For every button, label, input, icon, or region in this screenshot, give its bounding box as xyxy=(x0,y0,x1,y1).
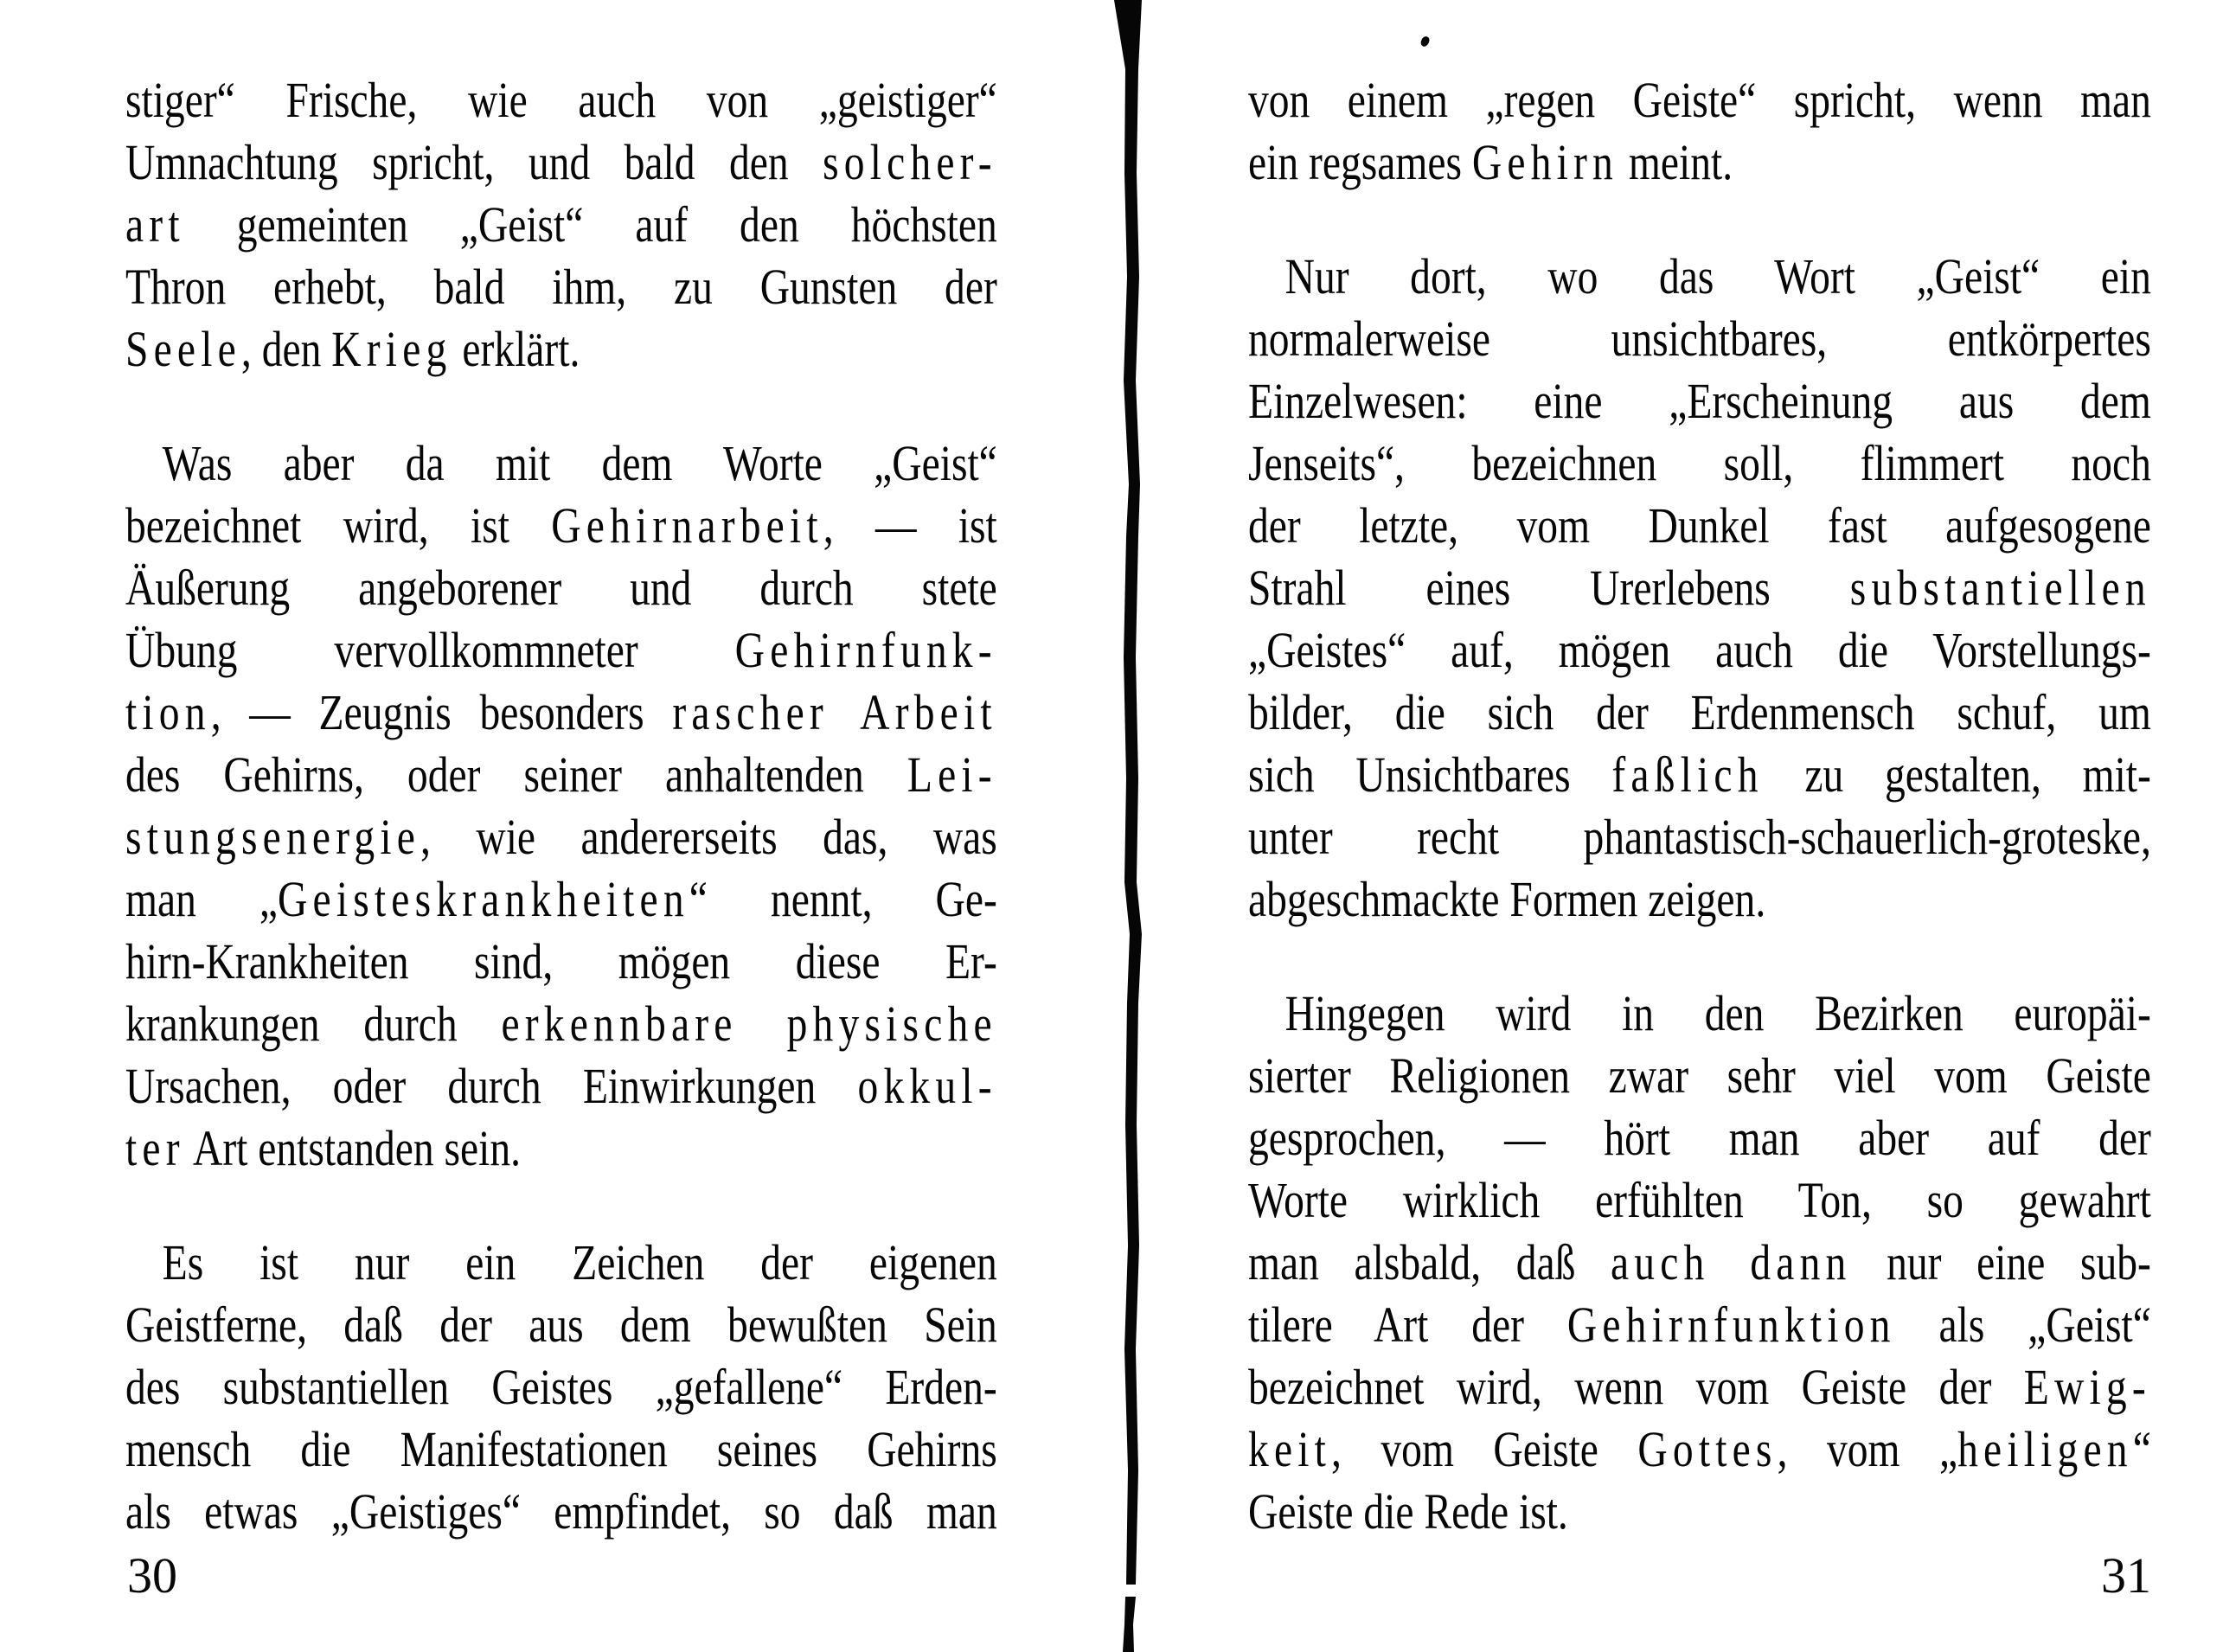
text-segment: Was aber da mit dem Worte „Geist“ xyxy=(162,435,997,491)
text-line xyxy=(1248,246,2151,308)
text-segment: Geiste die Rede ist. xyxy=(1248,1483,1568,1540)
text-segment: abgeschmackte Formen zeigen. xyxy=(1248,871,1766,927)
text-line xyxy=(1248,308,2151,370)
text-segment: krankungen durch xyxy=(125,996,502,1052)
text-line xyxy=(125,993,997,1055)
right-page-number: 31 xyxy=(2101,1547,2151,1604)
text-line xyxy=(1248,131,2151,194)
left-page-text xyxy=(125,69,997,1543)
text-segment: normalerweise unsichtbares, entkörpertes xyxy=(1248,311,2151,367)
text-segment: meint. xyxy=(1618,134,1733,190)
letterspaced-text: art xyxy=(125,196,185,253)
letterspaced-text: Gehirn xyxy=(1471,134,1619,190)
text-segment: , — Zeugnis besonders xyxy=(210,684,673,740)
letterspaced-text: Gehirnfunktion xyxy=(1566,1297,1896,1353)
text-line xyxy=(125,194,997,256)
text-line xyxy=(125,557,997,619)
text-line xyxy=(125,432,997,495)
text-segment: “ nennt, Ge- xyxy=(689,871,997,927)
text-line xyxy=(1248,744,2151,806)
text-line xyxy=(1248,1232,2151,1294)
text-line xyxy=(1248,370,2151,432)
text-segment: des substantiellen Geistes „gefallene“ Erden- xyxy=(125,1359,997,1415)
text-segment: bilder, die sich der Erdenmensch schuf, um xyxy=(1248,684,2151,740)
text-segment: als etwas „Geistiges“ empfindet, so daß man xyxy=(125,1483,997,1540)
text-segment: Worte wirklich erfühlten Ton, so gewahrt xyxy=(1248,1172,2151,1228)
text-segment: Einzelwesen: eine „Erscheinung aus dem xyxy=(1248,373,2151,429)
text-segment: Art entstanden sein. xyxy=(184,1120,522,1176)
text-segment: „Geistes“ auf, mögen auch die Vorstellungs- xyxy=(1248,622,2151,678)
paragraph xyxy=(125,1232,997,1543)
text-line xyxy=(125,744,997,806)
text-segment: nur eine sub- xyxy=(1851,1234,2151,1290)
text-line xyxy=(1248,1356,2151,1418)
text-segment: gemeinten „Geist“ auf den höchsten xyxy=(184,196,997,253)
text-segment: sich Unsichtbares xyxy=(1248,746,1612,803)
text-line xyxy=(125,1117,997,1180)
left-page-number: 30 xyxy=(127,1547,177,1604)
text-segment: Geistferne, daß der aus dem bewußten Sein xyxy=(125,1297,997,1353)
ink-speck xyxy=(1419,35,1430,48)
text-segment: Äußerung angeborener und durch stete xyxy=(125,560,997,616)
text-segment: von einem „regen Geiste“ spricht, wenn man xyxy=(1248,72,2151,128)
text-segment: man „ xyxy=(125,871,279,927)
text-segment: Strahl eines Urerlebens xyxy=(1248,560,1850,616)
text-segment: ein regsames xyxy=(1248,134,1472,190)
letterspaced-text: Ewig- xyxy=(2023,1359,2151,1415)
text-line xyxy=(1248,682,2151,744)
text-line xyxy=(1248,1045,2151,1107)
page-gutter-line xyxy=(1107,0,1159,1652)
letterspaced-text: substantiellen xyxy=(1849,560,2151,616)
text-segment: bezeichnet wird, wenn vom Geiste der xyxy=(1248,1359,2024,1415)
text-segment: des Gehirns, oder seiner anhaltenden xyxy=(125,746,907,803)
text-line xyxy=(125,806,997,868)
text-segment: Übung vervollkommneter xyxy=(125,622,735,678)
letterspaced-text: Gehirnfunk- xyxy=(734,622,997,678)
letterspaced-text: stungsenergie xyxy=(125,809,421,865)
letterspaced-text: rascher Arbeit xyxy=(672,684,997,740)
letterspaced-text: ter xyxy=(125,1120,185,1176)
text-line xyxy=(125,682,997,744)
letterspaced-text: faßlich xyxy=(1611,746,1764,803)
text-segment: der letzte, vom Dunkel fast aufgesogene xyxy=(1248,497,2151,554)
letterspaced-text: erkennbare physische xyxy=(501,996,997,1052)
text-line xyxy=(1248,983,2151,1045)
text-segment: bezeichnet wird, ist xyxy=(125,497,552,554)
text-line xyxy=(1248,1169,2151,1232)
paragraph xyxy=(1248,246,2151,931)
text-segment: , den xyxy=(240,321,332,377)
letterspaced-text: Lei- xyxy=(906,746,997,803)
text-line xyxy=(1248,69,2151,131)
text-segment: Ursachen, oder durch Einwirkungen xyxy=(125,1058,858,1114)
letterspaced-text: Gehirnarbeit xyxy=(551,497,823,554)
text-segment: Es ist nur ein Zeichen der eigenen xyxy=(162,1234,997,1290)
text-line xyxy=(1248,868,2151,931)
right-page-text xyxy=(1248,69,2151,1543)
text-line xyxy=(1248,806,2151,868)
text-segment: Thron erhebt, bald ihm, zu Gunsten der xyxy=(125,259,997,315)
paragraph xyxy=(1248,983,2151,1543)
text-line xyxy=(125,868,997,931)
text-line xyxy=(125,1055,997,1117)
text-segment: unter recht phantastisch-schauerlich-groteske, xyxy=(1248,809,2151,865)
paragraph xyxy=(125,432,997,1180)
text-line xyxy=(125,1294,997,1356)
text-segment: “ xyxy=(2132,1421,2151,1477)
text-segment: erklärt. xyxy=(452,321,580,377)
text-line xyxy=(125,1356,997,1418)
text-line xyxy=(1248,495,2151,557)
letterspaced-text: heiligen xyxy=(1957,1421,2133,1477)
letterspaced-text: auch dann xyxy=(1611,1234,1852,1290)
text-line xyxy=(125,1418,997,1481)
text-line xyxy=(125,131,997,194)
letterspaced-text: Krieg xyxy=(331,321,452,377)
text-line xyxy=(125,1481,997,1543)
text-line xyxy=(1248,1107,2151,1169)
text-line xyxy=(125,1232,997,1294)
text-segment: , vom Geiste xyxy=(1331,1421,1638,1477)
letterspaced-text: tion xyxy=(125,684,211,740)
text-line xyxy=(125,256,997,318)
text-line xyxy=(1248,1418,2151,1481)
paragraph xyxy=(125,69,997,381)
letterspaced-text: keit xyxy=(1248,1421,1332,1477)
text-line xyxy=(1248,432,2151,495)
text-line xyxy=(125,69,997,131)
text-segment: Jenseits“, bezeichnen soll, flimmert noch xyxy=(1248,435,2151,491)
text-segment: , wie andererseits das, was xyxy=(420,809,997,865)
text-segment: zu gestalten, mit- xyxy=(1763,746,2151,803)
text-segment: mensch die Manifestationen seines Gehirns xyxy=(125,1421,997,1477)
letterspaced-text: Geisteskrankheiten xyxy=(278,871,689,927)
text-line xyxy=(125,318,997,381)
text-line xyxy=(1248,1481,2151,1543)
text-line xyxy=(125,931,997,993)
text-segment: gesprochen, — hört man aber auf der xyxy=(1248,1110,2151,1166)
text-line xyxy=(125,495,997,557)
letterspaced-text: solcher- xyxy=(823,134,997,190)
letterspaced-text: Seele xyxy=(125,321,241,377)
text-segment: hirn-Krankheiten sind, mögen diese Er- xyxy=(125,933,997,989)
text-segment: stiger“ Frische, wie auch von „geistiger“ xyxy=(125,72,997,128)
text-line xyxy=(1248,1294,2151,1356)
text-line xyxy=(125,619,997,682)
text-line xyxy=(1248,619,2151,682)
text-segment: Umnachtung spricht, und bald den xyxy=(125,134,823,190)
text-segment: Hingegen wird in den Bezirken europäi- xyxy=(1284,985,2151,1041)
letterspaced-text: okkul- xyxy=(857,1058,997,1114)
text-segment: man alsbald, daß xyxy=(1248,1234,1611,1290)
paragraph xyxy=(1248,69,2151,194)
letterspaced-text: Gottes xyxy=(1637,1421,1778,1477)
text-segment: als „Geist“ xyxy=(1895,1297,2151,1353)
text-segment: tilere Art der xyxy=(1248,1297,1567,1353)
text-segment: Nur dort, wo das Wort „Geist“ ein xyxy=(1284,248,2151,304)
text-line xyxy=(1248,557,2151,619)
text-segment: , — ist xyxy=(823,497,997,554)
text-segment: , vom „ xyxy=(1777,1421,1958,1477)
text-segment: sierter Religionen zwar sehr viel vom Geiste xyxy=(1248,1047,2151,1104)
